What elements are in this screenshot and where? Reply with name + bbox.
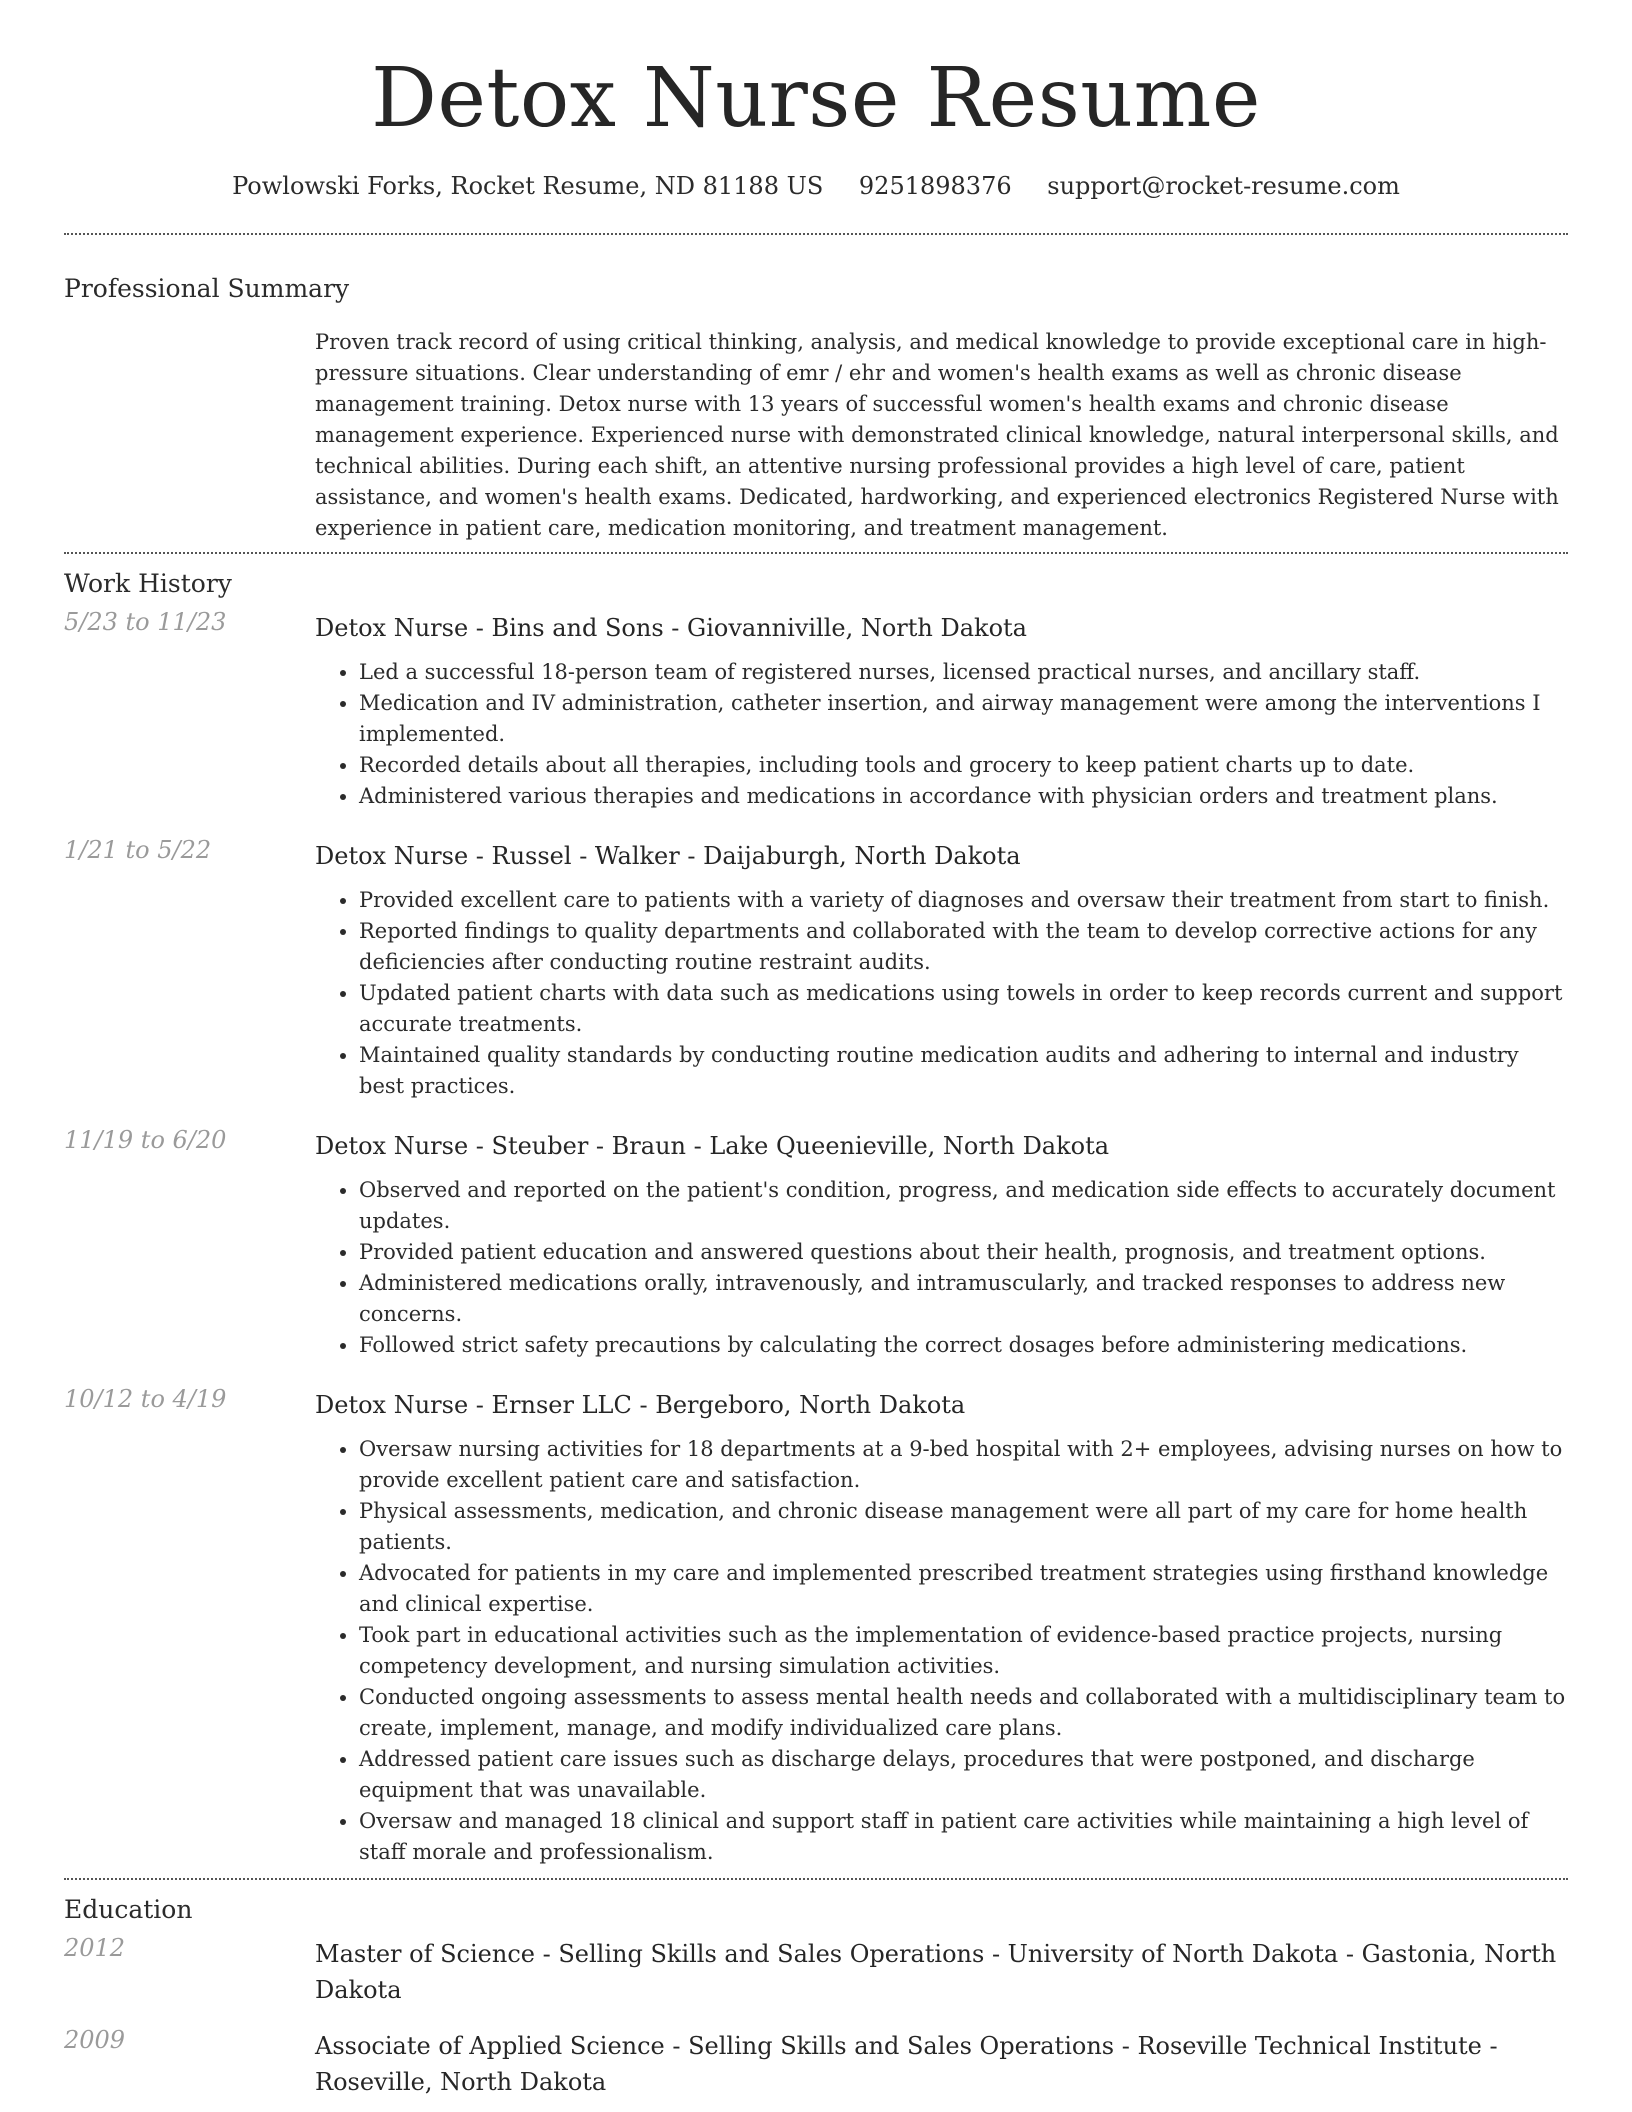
- education-year: 2009: [64, 2026, 126, 2054]
- work-entry-dates: 5/23 to 11/23: [64, 608, 227, 636]
- bullet-item: • Medication and IV administration, catheter insertion, and airway management were among the interventions I implemented.: [359, 688, 1568, 750]
- bullet-item: • Oversaw and managed 18 clinical and support staff in patient care activities while maintaining a high level of staff morale and professionalism.: [359, 1806, 1568, 1868]
- summary-heading: Professional Summary: [64, 274, 350, 303]
- bullet-item: • Observed and reported on the patient's condition, progress, and medication side effects to accurately document updates.: [359, 1175, 1568, 1237]
- bullet-item: • Conducted ongoing assessments to assess mental health needs and collaborated with a multidisciplinary team to create, implement, manage, and modify individualized care plans.: [359, 1682, 1568, 1744]
- work-entry: [64, 610, 1568, 812]
- contact-email: support@rocket-resume.com: [1047, 172, 1400, 200]
- bullet-item: • Took part in educational activities such as the implementation of evidence-based practice projects, nursing competency development, and nursing simulation activities.: [359, 1620, 1568, 1682]
- work-entry: [64, 1128, 1568, 1361]
- contact-line: [64, 174, 1568, 198]
- bullet-item: • Provided excellent care to patients with a variety of diagnoses and oversaw their treatment from start to finish.: [359, 885, 1568, 916]
- divider: [64, 552, 1568, 554]
- bullet-item: • Administered medications orally, intravenously, and intramuscularly, and tracked responses to address new concerns.: [359, 1268, 1568, 1330]
- bullet-item: • Followed strict safety precautions by calculating the correct dosages before administering medications.: [359, 1330, 1568, 1361]
- bullet-item: • Recorded details about all therapies, including tools and grocery to keep patient charts up to date.: [359, 750, 1568, 781]
- education-entry: [64, 1936, 1568, 2008]
- work-entry-title: Detox Nurse - Steuber - Braun - Lake Queenieville, North Dakota: [315, 1132, 1110, 1160]
- work-entry: [64, 838, 1568, 1102]
- bullet-item: • Updated patient charts with data such as medications using towels in order to keep records current and support accurate treatments.: [359, 978, 1568, 1040]
- work-entry-bullets: [315, 1175, 1568, 1361]
- work-history-heading: Work History: [64, 569, 232, 598]
- summary-text: Proven track record of using critical thinking, analysis, and medical knowledge to provide exceptional care in high-pressure situations. Clear understanding of emr / ehr and women's health exams as well as chronic disease management training. Detox nurse with 13 years of successful women's health exams and chronic disease management experience. Experienced nurse with demonstrated clinical knowledge, natural interpersonal skills, and technical abilities. During each shift, an attentive nursing professional provides a high level of care, patient assistance, and women's health exams. Dedicated, hardworking, and experienced electronics Registered Nurse with experience in patient care, medication monitoring, and treatment management.: [315, 330, 1559, 540]
- work-entry: [64, 1387, 1568, 1868]
- work-entry-dates: 10/12 to 4/19: [64, 1385, 227, 1413]
- bullet-item: • Addressed patient care issues such as discharge delays, procedures that were postponed, and discharge equipment that was unavailable.: [359, 1744, 1568, 1806]
- work-entry-title: Detox Nurse - Ernser LLC - Bergeboro, North Dakota: [315, 1391, 966, 1419]
- contact-phone: 9251898376: [858, 172, 1012, 200]
- resume-page: [64, 0, 1568, 2100]
- bullet-item: • Physical assessments, medication, and chronic disease management were all part of my care for home health patients.: [359, 1496, 1568, 1558]
- bullet-item: • Maintained quality standards by conducting routine medication audits and adhering to internal and industry best practices.: [359, 1040, 1568, 1102]
- bullet-item: • Reported findings to quality departments and collaborated with the team to develop corrective actions for any deficiencies after conducting routine restraint audits.: [359, 916, 1568, 978]
- education-heading: Education: [64, 1895, 193, 1924]
- contact-address: Powlowski Forks, Rocket Resume, ND 81188 US: [232, 172, 824, 200]
- work-entry-bullets: [315, 1434, 1568, 1868]
- bullet-item: • Advocated for patients in my care and implemented prescribed treatment strategies using firsthand knowledge and clinical expertise.: [359, 1558, 1568, 1620]
- education-year: 2012: [64, 1934, 126, 1962]
- resume-title: Detox Nurse Resume: [371, 51, 1261, 146]
- divider: [64, 233, 1568, 235]
- bullet-item: • Oversaw nursing activities for 18 departments at a 9-bed hospital with 2+ employees, advising nurses on how to provide excellent patient care and satisfaction.: [359, 1434, 1568, 1496]
- divider: [64, 1878, 1568, 1880]
- work-history-list: [64, 610, 1568, 1868]
- education-degree: Associate of Applied Science - Selling Skills and Sales Operations - Roseville Technical Institute - Roseville, North Dakota: [315, 2032, 1498, 2096]
- work-entry-title: Detox Nurse - Russel - Walker - Daijaburgh, North Dakota: [315, 842, 1021, 870]
- work-entry-dates: 1/21 to 5/22: [64, 836, 212, 864]
- bullet-item: • Administered various therapies and medications in accordance with physician orders and treatment plans.: [359, 781, 1568, 812]
- work-entry-bullets: [315, 885, 1568, 1102]
- work-entry-bullets: [315, 657, 1568, 812]
- education-list: [64, 1936, 1568, 2100]
- education-degree: Master of Science - Selling Skills and Sales Operations - University of North Dakota - Gastonia, North Dakota: [315, 1940, 1557, 2004]
- bullet-item: • Provided patient education and answered questions about their health, prognosis, and treatment options.: [359, 1237, 1568, 1268]
- education-entry: [64, 2028, 1568, 2100]
- bullet-item: • Led a successful 18-person team of registered nurses, licensed practical nurses, and ancillary staff.: [359, 657, 1568, 688]
- work-entry-dates: 11/19 to 6/20: [64, 1126, 227, 1154]
- work-entry-title: Detox Nurse - Bins and Sons - Giovanniville, North Dakota: [315, 614, 1027, 642]
